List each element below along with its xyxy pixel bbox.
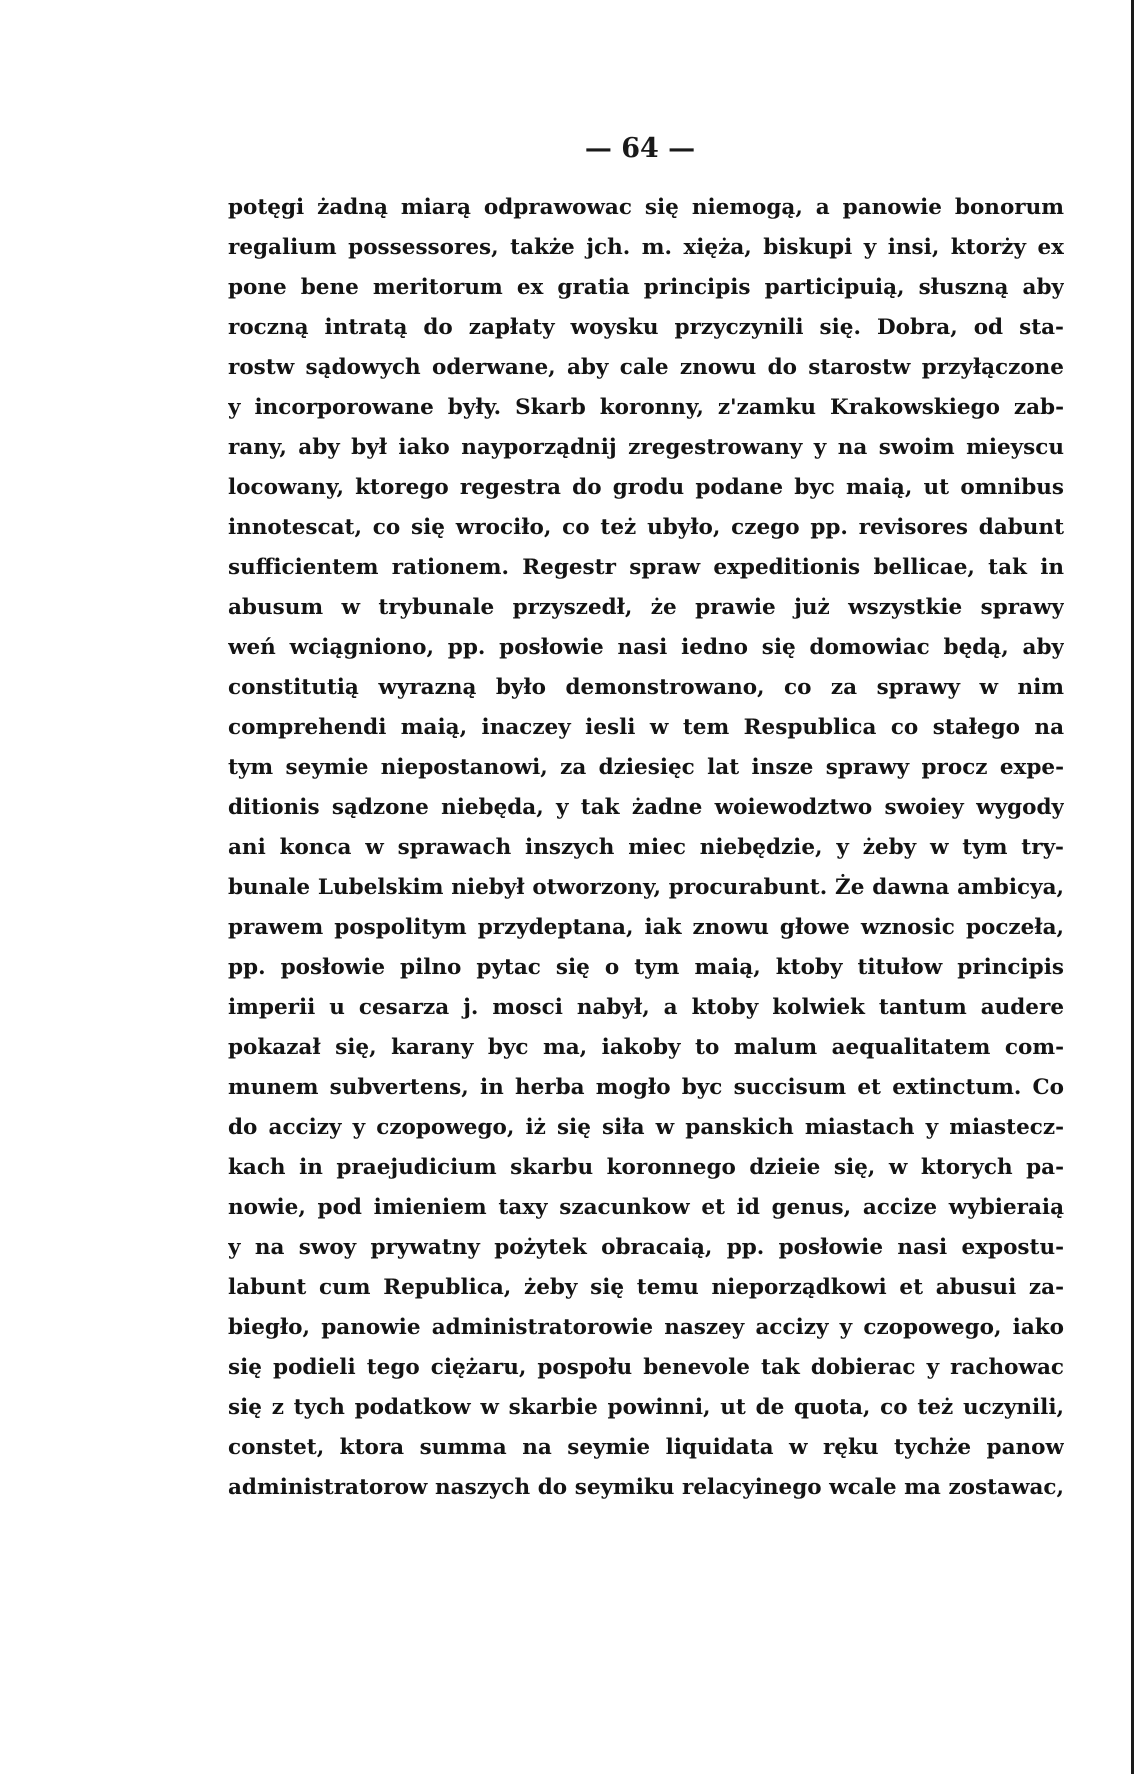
text-line: rostw sądowych oderwane, aby cale znowu do starostw przyłączone: [228, 355, 1064, 380]
text-line: pp. posłowie pilno pytac się o tym maią, ktoby titułow principis: [228, 955, 1064, 980]
text-line: regalium possessores, także jch. m. xięża, biskupi y insi, ktorży ex: [228, 235, 1064, 260]
text-line: y incorporowane były. Skarb koronny, z'zamku Krakowskiego zab-: [228, 395, 1064, 420]
text-line: sufficientem rationem. Regestr spraw expeditionis bellicae, tak in: [228, 555, 1064, 580]
text-line: pokazał się, karany byc ma, iakoby to malum aequalitatem com-: [228, 1035, 1064, 1060]
text-line: się z tych podatkow w skarbie powinni, ut de quota, co też uczynili,: [228, 1395, 1064, 1420]
text-line: labunt cum Republica, żeby się temu nieporządkowi et abusui za-: [228, 1275, 1064, 1300]
text-line: ani konca w sprawach inszych miec niebędzie, y żeby w tym try-: [228, 835, 1064, 860]
text-line: constitutią wyrazną było demonstrowano, co za sprawy w nim: [228, 675, 1064, 700]
text-line: rany, aby był iako nayporządnij zregestrowany y na swoim mieyscu: [228, 435, 1064, 460]
text-line: munem subvertens, in herba mogło byc succisum et extinctum. Co: [228, 1075, 1064, 1100]
page-edge-divider: [1131, 0, 1134, 1774]
text-line: biegło, panowie administratorowie naszey accizy y czopowego, iako: [228, 1315, 1064, 1340]
text-line: nowie, pod imieniem taxy szacunkow et id genus, accize wybieraią: [228, 1195, 1064, 1220]
text-line: innotescat, co się wrociło, co też ubyło, czego pp. revisores dabunt: [228, 515, 1064, 540]
text-line: imperii u cesarza j. mosci nabył, a ktoby kolwiek tantum audere: [228, 995, 1064, 1020]
text-line: do accizy y czopowego, iż się siła w panskich miastach y miastecz-: [228, 1115, 1064, 1140]
text-line: kach in praejudicium skarbu koronnego dzieie się, w ktorych pa-: [228, 1155, 1064, 1180]
text-line: y na swoy prywatny pożytek obracaią, pp. posłowie nasi expostu-: [228, 1235, 1064, 1260]
text-line: pone bene meritorum ex gratia principis participuią, słuszną aby: [228, 275, 1064, 300]
text-line: ditionis sądzone niebęda, y tak żadne woiewodztwo swoiey wygody: [228, 795, 1064, 820]
text-line: abusum w trybunale przyszedł, że prawie już wszystkie sprawy: [228, 595, 1064, 620]
text-line: roczną intratą do zapłaty woysku przyczynili się. Dobra, od sta-: [228, 315, 1064, 340]
text-line: bunale Lubelskim niebył otworzony, procurabunt. Że dawna ambicya,: [228, 875, 1064, 900]
body-text: [228, 188, 1064, 1508]
text-line: administratorow naszych do seymiku relacyinego wcale ma zostawac,: [228, 1475, 1064, 1500]
text-line: tym seymie niepostanowi, za dziesięc lat insze sprawy procz expe-: [228, 755, 1064, 780]
text-line: weń wciągniono, pp. posłowie nasi iedno się domowiac będą, aby: [228, 635, 1064, 660]
page-number: — 64 —: [584, 133, 696, 164]
text-line: locowany, ktorego regestra do grodu podane byc maią, ut omnibus: [228, 475, 1064, 500]
text-line: się podieli tego ciężaru, pospołu benevole tak dobierac y rachowac: [228, 1355, 1064, 1380]
text-line: constet, ktora summa na seymie liquidata w ręku tychże panow: [228, 1435, 1064, 1460]
text-line: potęgi żadną miarą odprawowac się niemogą, a panowie bonorum: [228, 195, 1064, 220]
text-line: comprehendi maią, inaczey iesli w tem Respublica co stałego na: [228, 715, 1064, 740]
text-line: prawem pospolitym przydeptana, iak znowu głowe wznosic poczeła,: [228, 915, 1064, 940]
